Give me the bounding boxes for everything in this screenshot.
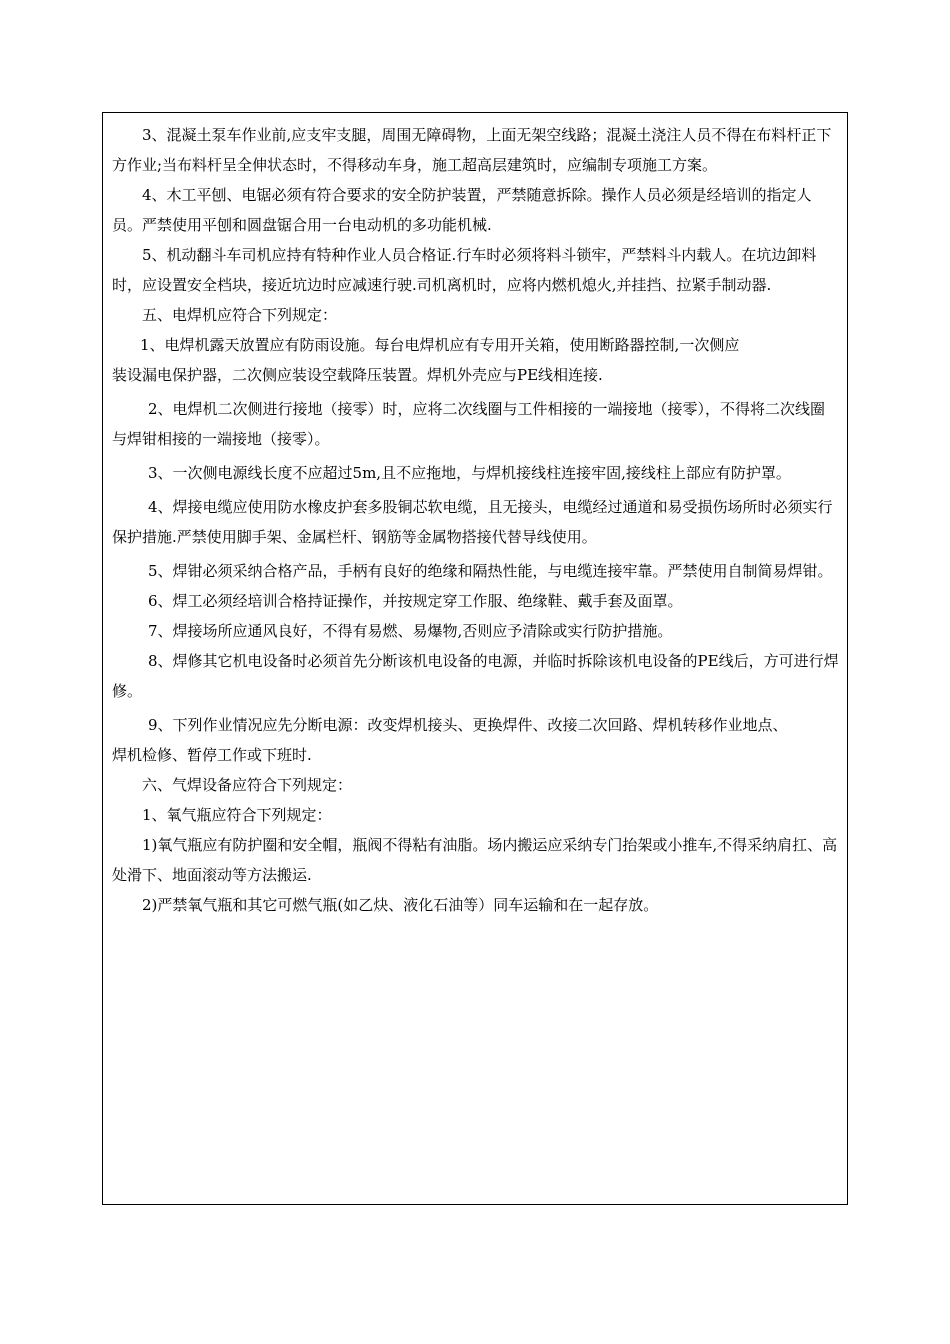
document-body [112,120,840,920]
paragraph: 5、机动翻斗车司机应持有特种作业人员合格证.行车时必须将料斗锁牢，严禁料斗内载人。在坑边卸料时，应设置安全档块，接近坑边时应减速行驶.司机离机时，应将内燃机熄火,并挂挡、拉紧手制动器. [112,246,817,294]
paragraph: 6、焊工必须经培训合格持证操作，并按规定穿工作服、绝缘鞋、戴手套及面罩。 [148,592,683,610]
paragraph: 7、焊接场所应通风良好，不得有易燃、易爆物,否则应予清除或实行防护措施。 [148,622,673,640]
paragraph: 4、木工平刨、电锯必须有符合要求的安全防护装置，严禁随意拆除。操作人员必须是经培训的指定人员。严禁使用平刨和圆盘锯合用一台电动机的多功能机械. [112,186,812,234]
paragraph: 5、焊钳必须采纳合格产品，手柄有良好的绝缘和隔热性能，与电缆连接牢靠。严禁使用自制简易焊钳。 [148,562,833,580]
paragraph: 1、氧气瓶应符合下列规定： [142,806,332,824]
paragraph: 装设漏电保护器，二次侧应装设空载降压装置。焊机外壳应与PE线相连接. [112,366,603,384]
paragraph: 9、下列作业情况应先分断电源：改变焊机接头、更换焊件、改接二次回路、焊机转移作业地点、 [148,716,788,734]
paragraph: 8、焊修其它机电设备时必须首先分断该机电设备的电源，并临时拆除该机电设备的PE线后，方可进行焊修。 [112,652,839,700]
paragraph: 1、电焊机露天放置应有防雨设施。每台电焊机应有专用开关箱，使用断路器控制,一次侧应 [140,336,740,354]
section-heading: 六、气焊设备应符合下列规定： [142,776,353,794]
paragraph: 3、混凝土泵车作业前,应支牢支腿，周围无障碍物，上面无架空线路；混凝土浇注人员不得在布料杆正下方作业;当布料杆呈全伸状态时，不得移动车身，施工超高层建筑时，应编制专项施工方案。 [112,126,832,174]
paragraph: 4、焊接电缆应使用防水橡皮护套多股铜芯软电缆，且无接头，电缆经过通道和易受损伤场所时必须实行保护措施.严禁使用脚手架、金属栏杆、钢筋等金属物搭接代替导线使用。 [112,498,833,546]
paragraph: 焊机检修、暂停工作或下班时. [112,746,312,764]
paragraph: 2)严禁氧气瓶和其它可燃气瓶(如乙炔、液化石油等）同车运输和在一起存放。 [142,896,659,914]
paragraph: 2、电焊机二次侧进行接地（接零）时，应将二次线圈与工件相接的一端接地（接零），不得将二次线圈与焊钳相接的一端接地（接零）。 [112,400,826,448]
section-heading: 五、电焊机应符合下列规定： [142,306,338,324]
paragraph: 3、一次侧电源线长度不应超过5m,且不应拖地，与焊机接线柱连接牢固,接线柱上部应有防护罩。 [148,464,791,482]
paragraph: 1)氧气瓶应有防护圈和安全帽，瓶阀不得粘有油脂。场内搬运应采纳专门抬架或小推车,不得采纳肩扛、高处滑下、地面滚动等方法搬运. [112,836,838,884]
